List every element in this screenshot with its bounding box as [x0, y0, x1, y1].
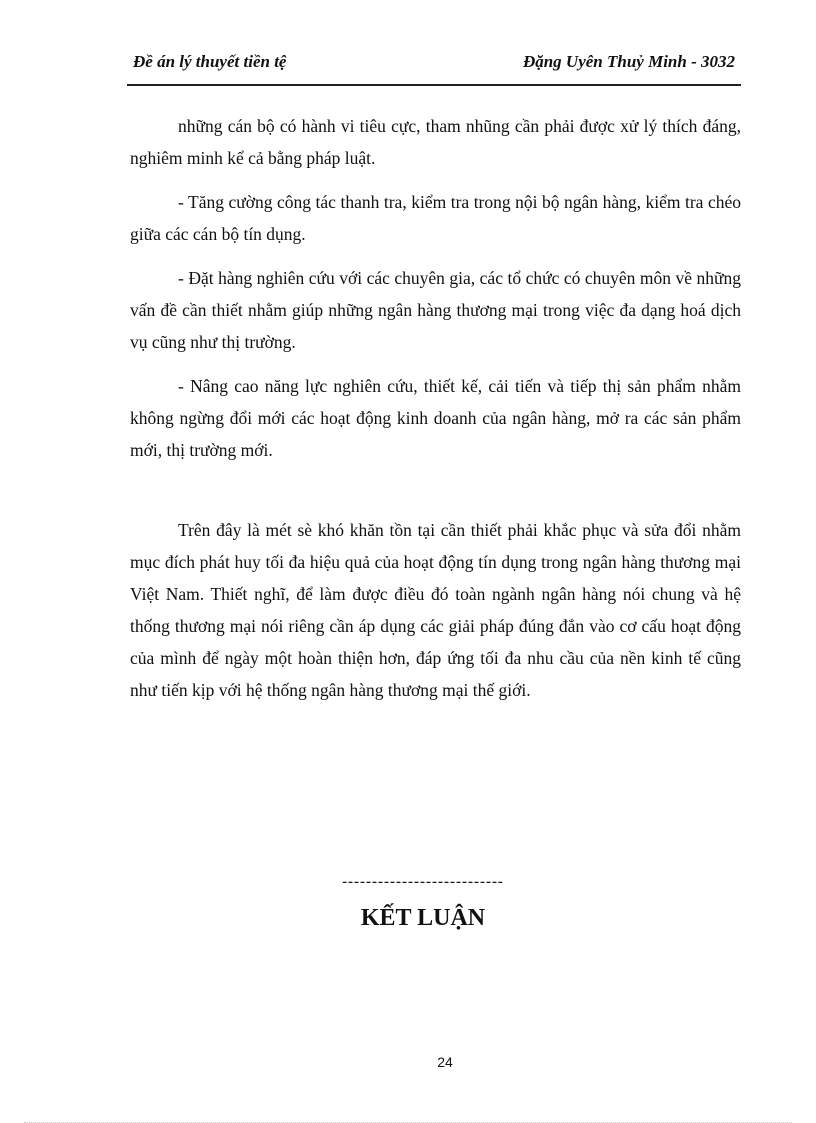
page-number: 24	[437, 1054, 453, 1070]
paragraph-research-order: - Đặt hàng nghiên cứu với các chuyên gia, các tổ chức có chuyên môn về những vấn đề cần thiết nhằm giúp những ngân hàng thương mại trong việc đa dạng hoá dịch vụ cũng như thị trường.	[130, 268, 741, 352]
section-divider: ---------------------------	[342, 874, 504, 890]
page-header	[127, 50, 741, 86]
paragraph-capacity: - Nâng cao năng lực nghiên cứu, thiết kế, cải tiến và tiếp thị sản phẩm nhằm không ngừng đổi mới các hoạt động kinh doanh của ngân hàng, mở ra các sản phẩm mới, thị trường mới.	[130, 376, 741, 460]
paragraph-inspection: - Tăng cường công tác thanh tra, kiểm tra trong nội bộ ngân hàng, kiểm tra chéo giữa các cán bộ tín dụng.	[130, 192, 741, 244]
header-document-title: Đề án lý thuyết tiền tệ	[133, 52, 287, 71]
section-title: KẾT LUẬN	[360, 905, 486, 931]
paragraph-continuation: những cán bộ có hành vi tiêu cực, tham nhũng cần phải được xử lý thích đáng, nghiêm minh kể cả bằng pháp luật.	[130, 116, 741, 168]
header-author: Đặng Uyên Thuỷ Minh - 3032	[522, 52, 735, 71]
body-text	[130, 110, 741, 718]
paragraph-summary: Trên đây là mét sè khó khăn tồn tại cần thiết phải khắc phục và sửa đổi nhằm mục đích phát huy tối đa hiệu quả của hoạt động tín dụng trong ngân hàng thương mại Việt Nam. Thiết nghĩ, để làm được điều đó toàn ngành ngân hàng nói chung và hệ thống thương mại nói riêng cần áp dụng các giải pháp đúng đắn vào cơ cấu hoạt động của mình để ngày một hoàn thiện hơn, đáp ứng tối đa nhu cầu của nền kinh tế cũng như tiến kịp với hệ thống ngân hàng thương mại thế giới.	[130, 520, 741, 700]
